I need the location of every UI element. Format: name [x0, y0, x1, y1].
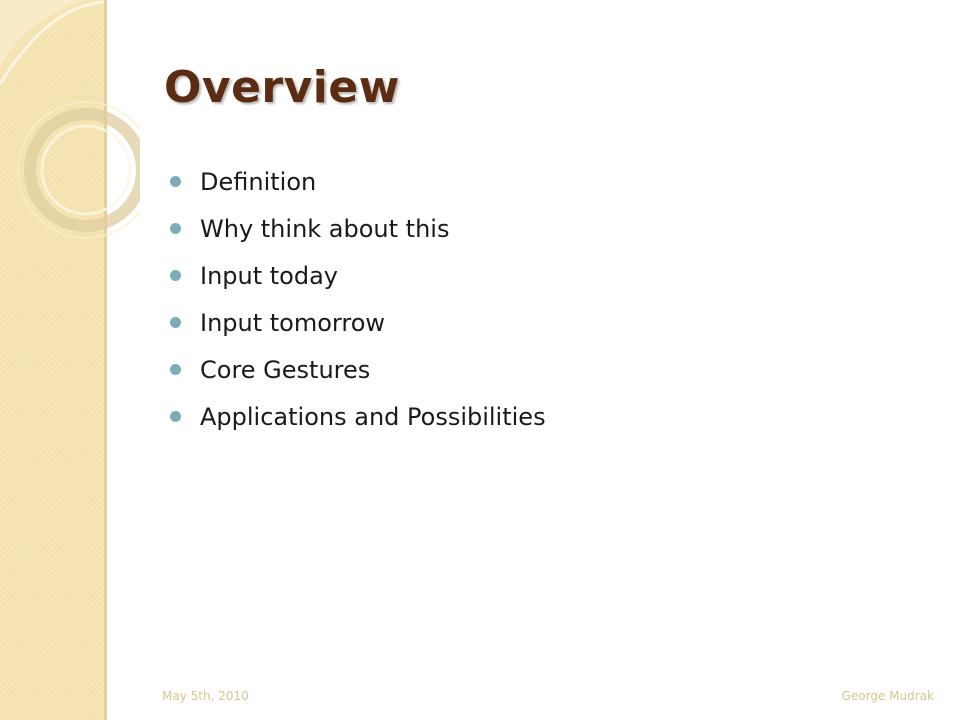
bullet-item-why-think [170, 205, 546, 252]
slide-title: Overview [164, 62, 400, 113]
bullet-text: Definition [200, 167, 317, 196]
bullet-marker-icon [170, 411, 181, 422]
bullet-text: Why think about this [200, 214, 450, 243]
bullet-marker-icon [170, 364, 181, 375]
footer-author: George Mudrak [841, 689, 934, 703]
bullet-text: Input tomorrow [200, 308, 386, 337]
bullet-marker-icon [170, 317, 181, 328]
bullet-item-input-tomorrow [170, 299, 546, 346]
bullet-list [170, 158, 546, 440]
bullet-item-applications [170, 393, 546, 440]
bullet-marker-icon [170, 270, 181, 281]
bullet-item-definition [170, 158, 546, 205]
decorative-circles-graphic [0, 0, 140, 260]
bullet-item-input-today [170, 252, 546, 299]
bullet-text: Applications and Possibilities [200, 402, 546, 431]
bullet-text: Input today [200, 261, 339, 290]
bullet-item-core-gestures [170, 346, 546, 393]
bullet-marker-icon [170, 176, 181, 187]
bullet-text: Core Gestures [200, 355, 371, 384]
footer-date: May 5th, 2010 [162, 689, 249, 703]
bullet-marker-icon [170, 223, 181, 234]
